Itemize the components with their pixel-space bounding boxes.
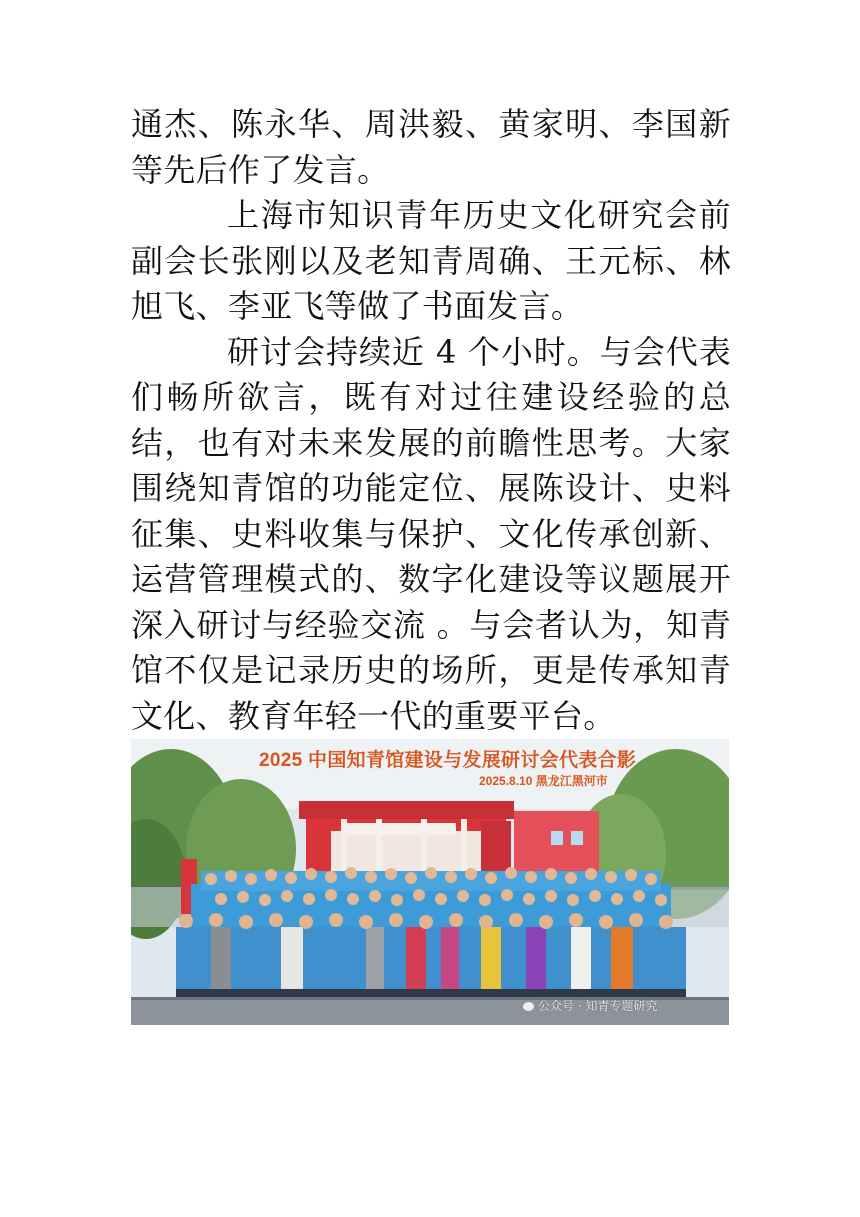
article-body (131, 102, 731, 739)
wechat-icon (523, 1002, 534, 1011)
photo-watermark (523, 997, 657, 1014)
group-photo (131, 739, 729, 1025)
paragraph-speakers: 通杰、陈永华、周洪毅、黄家明、李国新等先后作了发言。 (131, 105, 731, 189)
paragraph-seminar-summary: 研讨会持续近 4 个小时。与会代表们畅所欲言，既有对过往建设经验的总结，也有对未来发展的前瞻性思考。大家围绕知青馆的功能定位、展陈设计、史料征集、史料收集与保护、文化传承创新、运营管理模式的、数字化建设等议题展开深入研讨与经验交流 。与会者认为，知青馆不仅是记录历史的场所，更是传承知青文化、教育年轻一代的重要平台。 (131, 332, 731, 735)
photo-banner-subtitle: 2025.8.10 黑龙江黑河市 (479, 774, 608, 788)
group-photo-illustration (131, 739, 729, 1025)
paragraph-written-speeches: 上海市知识青年历史文化研究会前副会长张刚以及老知青周确、王元标、林旭飞、李亚飞等做了书面发言。 (131, 196, 731, 325)
photo-watermark-text: 公众号 · 知青专题研究 (538, 999, 658, 1013)
photo-banner-title: 2025 中国知青馆建设与发展研讨会代表合影 (259, 750, 637, 771)
